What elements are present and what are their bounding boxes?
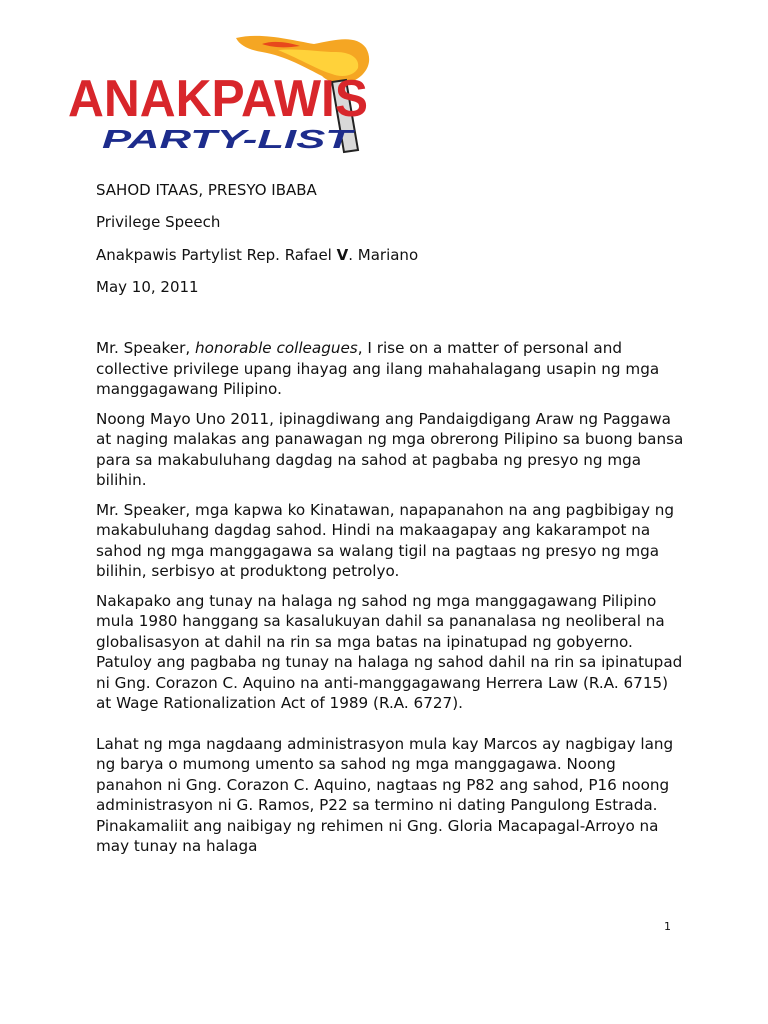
logo-wordmark: ANAKPAWIS — [68, 70, 368, 128]
author-initial: V — [336, 246, 349, 264]
p1-post: , I rise on a matter of personal and collective privilege upang ihayag ang ilang mahahalagang usapin ng mga manggagawang Pilipino. — [96, 339, 660, 398]
page-number: 1 — [664, 920, 671, 933]
document-subtitle: Privilege Speech — [96, 213, 221, 231]
speech-body — [96, 338, 686, 866]
paragraph-5: Lahat ng mga nagdaang administrasyon mula kay Marcos ay nagbigay lang ng barya o mumong umento sa sahod ng mga manggagawa. Noong panahon ni Gng. Corazon C. Aquino, nagtaas ng P82 ang sahod, P16 noong administrasyon ni G. Ramos, P22 sa termino ni dating Pangulong Estrada. Pinakamaliit ang naibigay ng rehimen ni Gng. Gloria Macapagal-Arroyo na may tunay na halaga — [96, 734, 674, 855]
logo-subtitle: PARTY-LIST — [102, 124, 356, 154]
paragraph-4: Nakapako ang tunay na halaga ng sahod ng mga manggagawang Pilipino mula 1980 hanggang sa kasalukuyan dahil sa pananalasa ng neoliberal na globalisasyon at dahil na rin sa mga batas na ipinatupad ng gobyerno. Patuloy ang pagbaba ng tunay na halaga ng sahod dahil na rin sa ipinatupad ni Gng. Corazon C. Aquino na anti-manggagawang Herrera Law (R.A. 6715) at Wage Rationalization Act of 1989 (R.A. 6727). — [96, 591, 683, 712]
author-name-post: . Mariano — [348, 246, 419, 264]
paragraph-2: Noong Mayo Uno 2011, ipinagdiwang ang Pandaigdigang Araw ng Paggawa at naging malakas ang panawagan ng mga obrerong Pilipino sa buong bansa para sa makabuluhang dagdag na sahod at pagbaba ng presyo ng mga bilihin. — [96, 409, 684, 489]
anakpawis-logo — [66, 30, 386, 155]
document-date: May 10, 2011 — [96, 278, 199, 296]
paragraph-1 — [96, 338, 686, 400]
p1-italic: honorable colleagues — [195, 339, 358, 357]
p1-pre: Mr. Speaker, — [96, 339, 196, 357]
paragraph-3: Mr. Speaker, mga kapwa ko Kinatawan, napapanahon na ang pagbibigay ng makabuluhang dagdag sahod. Hindi na makaagapay ang kakarampot na sahod ng mga manggagawa sa walang tigil na pagtaas ng presyo ng mga bilihin, serbisyo at produktong petrolyo. — [96, 500, 675, 580]
author-name-pre: Anakpawis Partylist Rep. Rafael — [96, 246, 337, 264]
author-line — [96, 246, 418, 264]
document-title: SAHOD ITAAS, PRESYO IBABA — [96, 181, 317, 199]
torch-flame-logo-icon — [66, 30, 386, 155]
